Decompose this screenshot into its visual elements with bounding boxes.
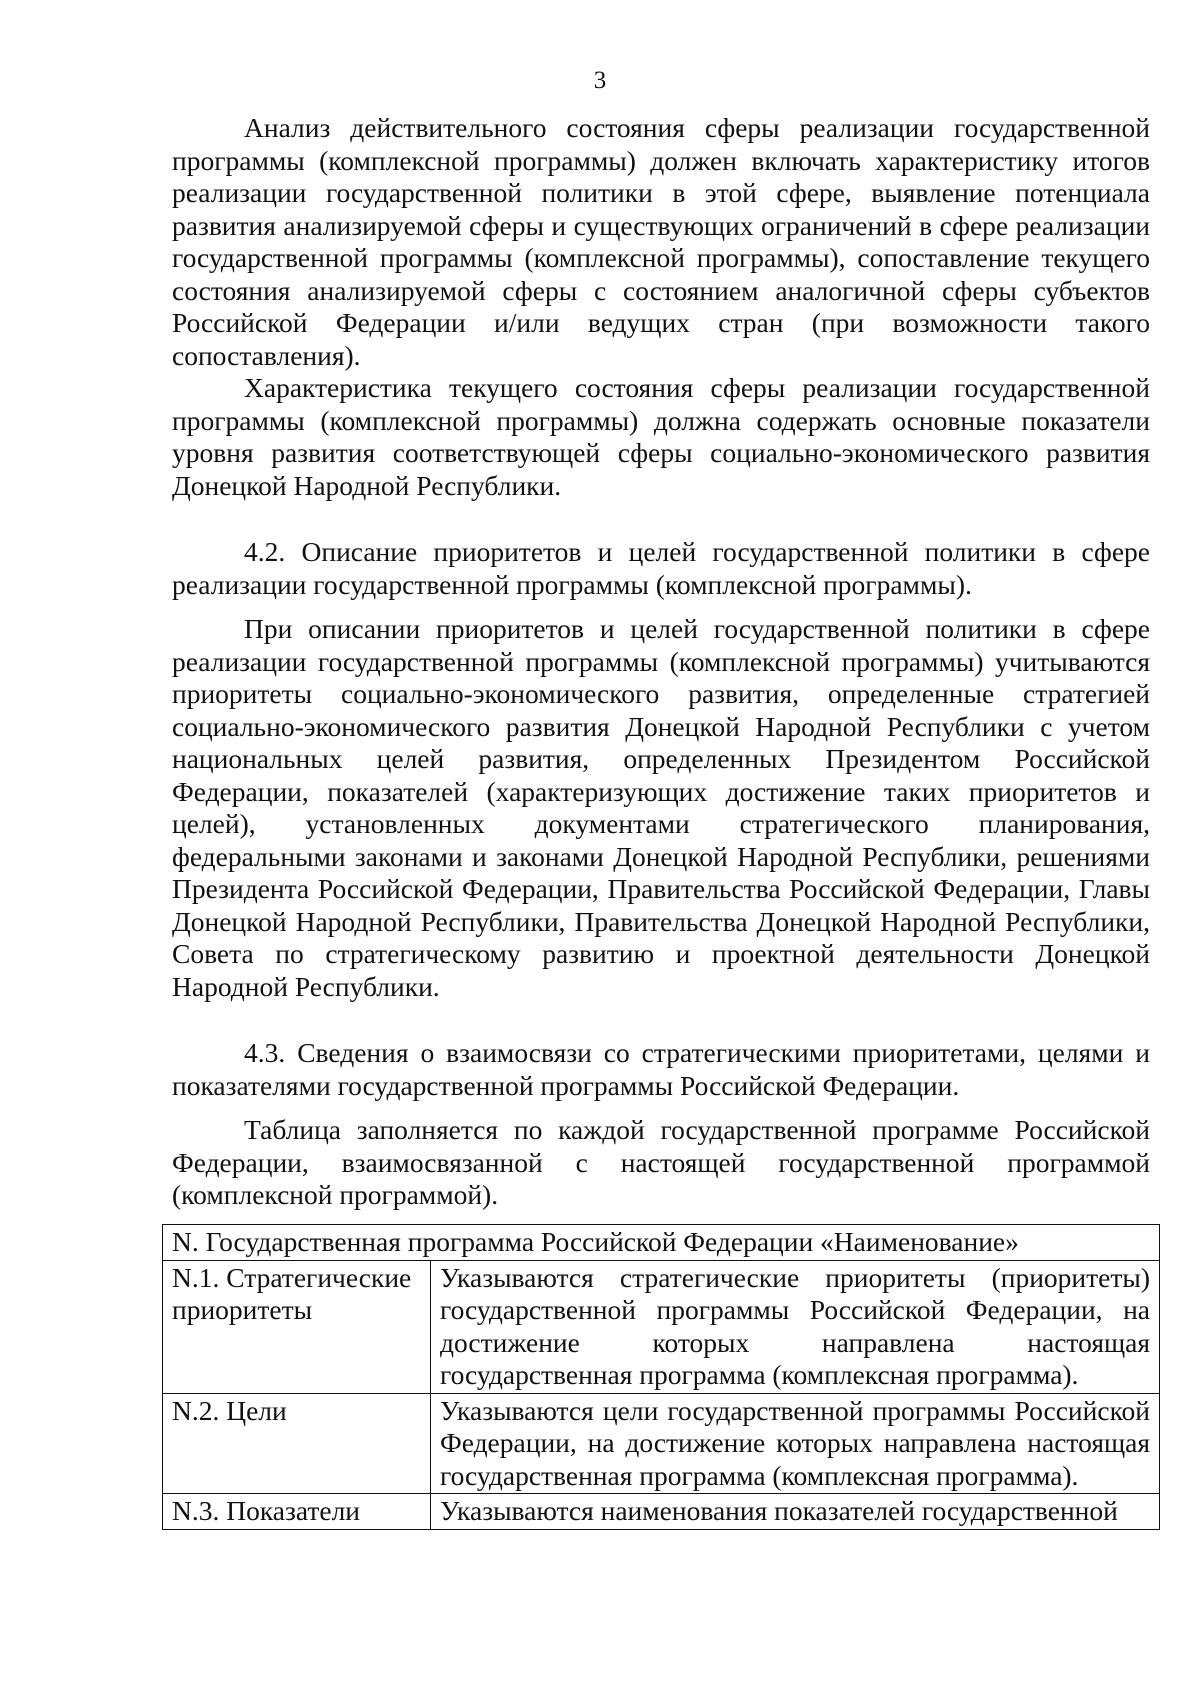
federal-program-link-table (162, 1224, 1160, 1530)
table-row (163, 1260, 1160, 1393)
page-number: 3 (593, 67, 607, 94)
table-header-cell: N. Государственная программа Российской Федерации «Наименование» (163, 1225, 1160, 1261)
row-text-indicators: Указываются наименования показателей государственной (431, 1494, 1160, 1530)
paragraph-analysis: Анализ действительного состояния сферы реализации государственной программы (комплексной программы) должен включать характеристику итогов реализации государственной политики в этой сфере, выявление потенциала развития анализируемой сферы и существующих ограничений в сфере реализации государственной программы (комплексной программы), сопоставление текущего состояния анализируемой сферы с состоянием аналогичной сферы субъектов Российской Федерации и/или ведущих стран (при возможности такого сопоставления). (172, 112, 1150, 371)
table-row (163, 1393, 1160, 1494)
row-label-indicators: N.3. Показатели (163, 1494, 431, 1530)
paragraph-priorities: При описании приоритетов и целей государственной политики в сфере реализации государственной программы (комплексной программы) учитываются приоритеты социально-экономического развития, определенные стратегией социально-экономического развития Донецкой Народной Республики с учетом национальных целей развития, определенных Президентом Российской Федерации, показателей (характеризующих достижение таких приоритетов и целей), установленных документами стратегического планирования, федеральными законами и законами Донецкой Народной Республики, решениями Президента Российской Федерации, Правительства Российской Федерации, Главы Донецкой Народной Республики, Правительства Донецкой Народной Республики, Совета по стратегическому развитию и проектной деятельности Донецкой Народной Республики. (172, 613, 1150, 1002)
table-row (163, 1494, 1160, 1530)
table-header-row (163, 1225, 1160, 1261)
row-text-strategic-priorities: Указываются стратегические приоритеты (приоритеты) государственной программы Российской Федерации, на достижение которых направлена настоящая государственная программа (комплексная программа). (431, 1260, 1160, 1393)
row-text-goals: Указываются цели государственной программы Российской Федерации, на достижение которых направлена настоящая государственная программа (комплексная программа). (431, 1393, 1160, 1494)
paragraph-table-intro: Таблица заполняется по каждой государственной программе Российской Федерации, взаимосвязанной с настоящей государственной программой (комплексной программой). (172, 1114, 1150, 1210)
document-body (172, 112, 1150, 1212)
paragraph-characteristic: Характеристика текущего состояния сферы реализации государственной программы (комплексной программы) должна содержать основные показатели уровня развития соответствующей сферы социально-экономического развития Донецкой Народной Республики. (172, 372, 1150, 501)
section-heading-4-2: 4.2. Описание приоритетов и целей государственной политики в сфере реализации государственной программы (комплексной программы). (172, 536, 1150, 600)
section-heading-4-3: 4.3. Сведения о взаимосвязи со стратегическими приоритетами, целями и показателями государственной программы Российской Федерации. (172, 1037, 1150, 1101)
row-label-strategic-priorities: N.1. Стратегические приоритеты (163, 1260, 431, 1393)
row-label-goals: N.2. Цели (163, 1393, 431, 1494)
